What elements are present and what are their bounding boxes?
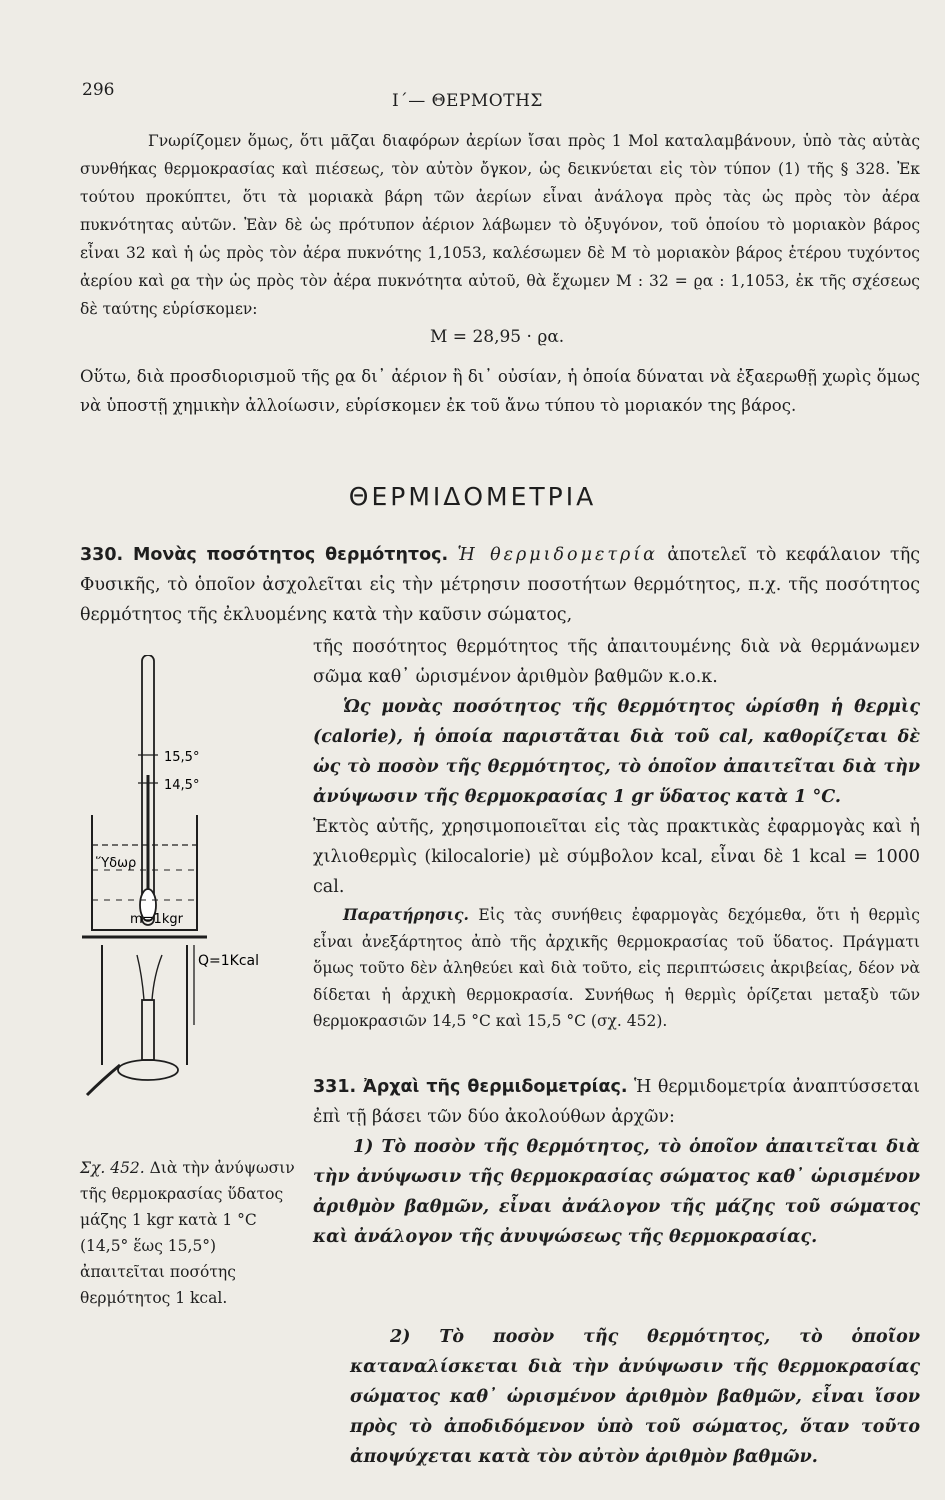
calorie-definition: Ὡς μονὰς ποσότητος τῆς θερμότητος ὡρίσθη ἡ θερμὶς (calorie), ἡ ὁποία παριστᾶται διὰ τοῦ cal, καθορίζεται δὲ ὡς τὸ ποσὸν τῆς θερμότητος, τὸ ὁποῖον ἀπαιτεῖται διὰ τὴν ἀνύψωσιν τῆς θερμοκρασίας 1 gr ὕδατος κατὰ 1 °C. [313,697,920,807]
principle-2: 2) Τὸ ποσὸν τῆς θερμότητος, τὸ ὁποῖον καταναλίσκεται διὰ τὴν ἀνύψωσιν τῆς θερμοκρασίας σώματος καθ᾽ ὡρισμένον ἀριθμὸν βαθμῶν, εἶναι ἴσον πρὸς τὸ ἀποδιδόμενον ὑπὸ τοῦ σώματος, ὅταν τοῦτο ἀποψύχεται κατὰ τὸν αὐτὸν ἀριθμὸν βαθμῶν. [350,1327,920,1467]
section-heading: ΘΕΡΜΙΔΟΜΕΤΡΙΑ [348,482,597,511]
figure-452 [82,655,302,945]
running-title: Ι΄— ΘΕΡΜΟΤΗΣ [392,91,543,111]
kilocalorie-text: Ἐκτὸς αὐτῆς, χρησιμοποιεῖται εἰς τὰς πρακτικὰς ἐφαρμογὰς καὶ ἡ χιλιοθερμὶς (kilocalorie) μὲ σύμβολον kcal, εἶναι δὲ 1 kcal = 1000 cal. [313,817,920,897]
gas-hose [87,1065,120,1095]
conclusion-paragraph: Οὕτω, διὰ προσδιορισμοῦ τῆς ϱα δι᾽ ἀέριον ἢ δι᾽ οὐσίαν, ἡ ὁποία δύναται νὰ ἐξαερωθῇ χωρὶς ὅμως νὰ ὑποστῇ χημικὴν ἀλλοίωσιν, εὑρίσκομεν ἐκ τοῦ ἄνω τύπου τὸ μοριακόν της βάρος. [80,367,920,415]
section-330-right-column [313,632,920,1035]
burner-drawing [82,945,302,1155]
section-331-heading: 331. Ἀρχαὶ τῆς θερμιδομετρίας. [313,1077,628,1097]
burner-tube [142,1000,154,1060]
water-label: Ὕδωρ [96,856,137,871]
label-15-5: 15,5° [164,750,200,765]
principle-1: 1) Τὸ ποσὸν τῆς θερμότητος, τὸ ὁποῖον ἀπαιτεῖται διὰ τὴν ἀνύψωσιν τῆς θερμοκρασίας σώματος καθ᾽ ὡρισμένον ἀριθμὸν βαθμῶν, εἶναι ἀνάλογον τῆς μάζης τοῦ σώματος καὶ ἀνάλογον τῆς ἀνυψώσεως τῆς θερμοκρασίας. [313,1137,920,1247]
note-text: Εἰς τὰς συνήθεις ἐφαρμογὰς δεχόμεθα, ὅτι ἡ θερμὶς εἶναι ἀνεξάρτητος ἀπὸ τῆς ἀρχικῆς θερμοκρασίας τοῦ ὕδατος. Πράγματι ὅμως τοῦτο δὲν ἀληθεύει καὶ διὰ τοῦτο, εἰς περιπτώσεις ἀκριβείας, δέον νὰ δίδεται ἡ ἀρχικὴ θερμοκρασία. Συνήθως ἡ θερμὶς ὁρίζεται μεταξὺ τῶν θερμοκρασιῶν 14,5 °C καὶ 15,5 °C (σχ. 452). [313,906,920,1030]
heat-label: Q=1Kcal [198,953,260,969]
burner-base [118,1060,178,1080]
caption-label: Σχ. 452. [80,1159,145,1177]
page-number: 296 [82,80,115,100]
flame-icon [137,955,162,1000]
figure-caption [80,1155,295,1311]
mass-label: m=1kgr [130,912,183,927]
note-paragraph [313,902,920,1035]
principle-2-block [80,1322,920,1472]
note-label: Παρατήρησις. [343,905,469,924]
intro-text: Γνωρίζομεν ὅμως, ὅτι μᾶζαι διαφόρων ἀερίων ἴσαι πρὸς 1 Mol καταλαμβάνουν, ὑπὸ τὰς αὐτὰς συνθήκας θερμοκρασίας καὶ πιέσεως, τὸν αὐτὸν ὄγκον, ὡς δεικνύεται εἰς τὸν τύπον (1) τῆς § 328. Ἐκ τούτου προκύπτει, ὅτι τὰ μοριακὰ βάρη τῶν ἀερίων εἶναι ἀνάλογα πρὸς τὰς ὡς πρὸς τὸν ἀέρα πυκνότητας αὐτῶν. Ἐὰν δὲ ὡς πρότυπον ἀέριον λάβωμεν τὸ ὀξυγόνον, τοῦ ὁποίου τὸ μοριακὸν βάρος εἶναι 32 καὶ ἡ ὡς πρὸς τὸν ἀέρα πυκνότης 1,1053, καλέσωμεν δὲ Μ τὸ μοριακὸν βάρος ἑτέρου τυχόντος ἀερίου καὶ ϱα τὴν ὡς πρὸς τὸν ἀέρα πυκνότητα αὐτοῦ, θὰ ἔχωμεν Μ : 32 = ϱα : 1,1053, ἐκ τῆς σχέσεως δὲ ταύτης εὑρίσκομεν: [80,132,920,318]
section-330-intro [80,540,920,630]
label-14-5: 14,5° [164,778,200,793]
section-331-intro: Ἡ θερμιδομετρία ἀναπτύσσεται ἐπὶ τῇ βάσει τῶν δύο ἀκολούθων ἀρχῶν: [313,1077,920,1127]
section-330-text: ἀποτελεῖ τὸ κεφάλαιον τῆς Φυσικῆς, τὸ ὁποῖον ἀσχολεῖται εἰς τὴν μέτρησιν ποσοτήτων θερμότητος, π.χ. τῆς ποσότητος θερμότητος τῆς ἐκλυομένης κατὰ τὴν καῦσιν σώματος, [80,545,920,625]
caption-text: Διὰ τὴν ἀνύψωσιν τῆς θερμοκρασίας ὕδατος μάζης 1 kgr κατὰ 1 °C (14,5° ἕως 15,5°) ἀπαιτεῖται ποσότης θερμότητος 1 kcal. [80,1159,295,1307]
molar-mass-formula: Μ = 28,95 · ϱα. [430,327,565,347]
section-330-term: Ἡ θερμιδομετρία [457,545,659,565]
section-330-continued: τῆς ποσότητος θερμότητος τῆς ἀπαιτουμένης διὰ νὰ θερμάνωμεν σῶμα καθ᾽ ὡρισμένον ἀριθμὸν βαθμῶν κ.ο.κ. [313,637,920,687]
section-330-heading: 330. Μονὰς ποσότητος θερμότητος. [80,545,449,565]
section-331 [313,1072,920,1252]
intro-paragraph [80,127,920,323]
